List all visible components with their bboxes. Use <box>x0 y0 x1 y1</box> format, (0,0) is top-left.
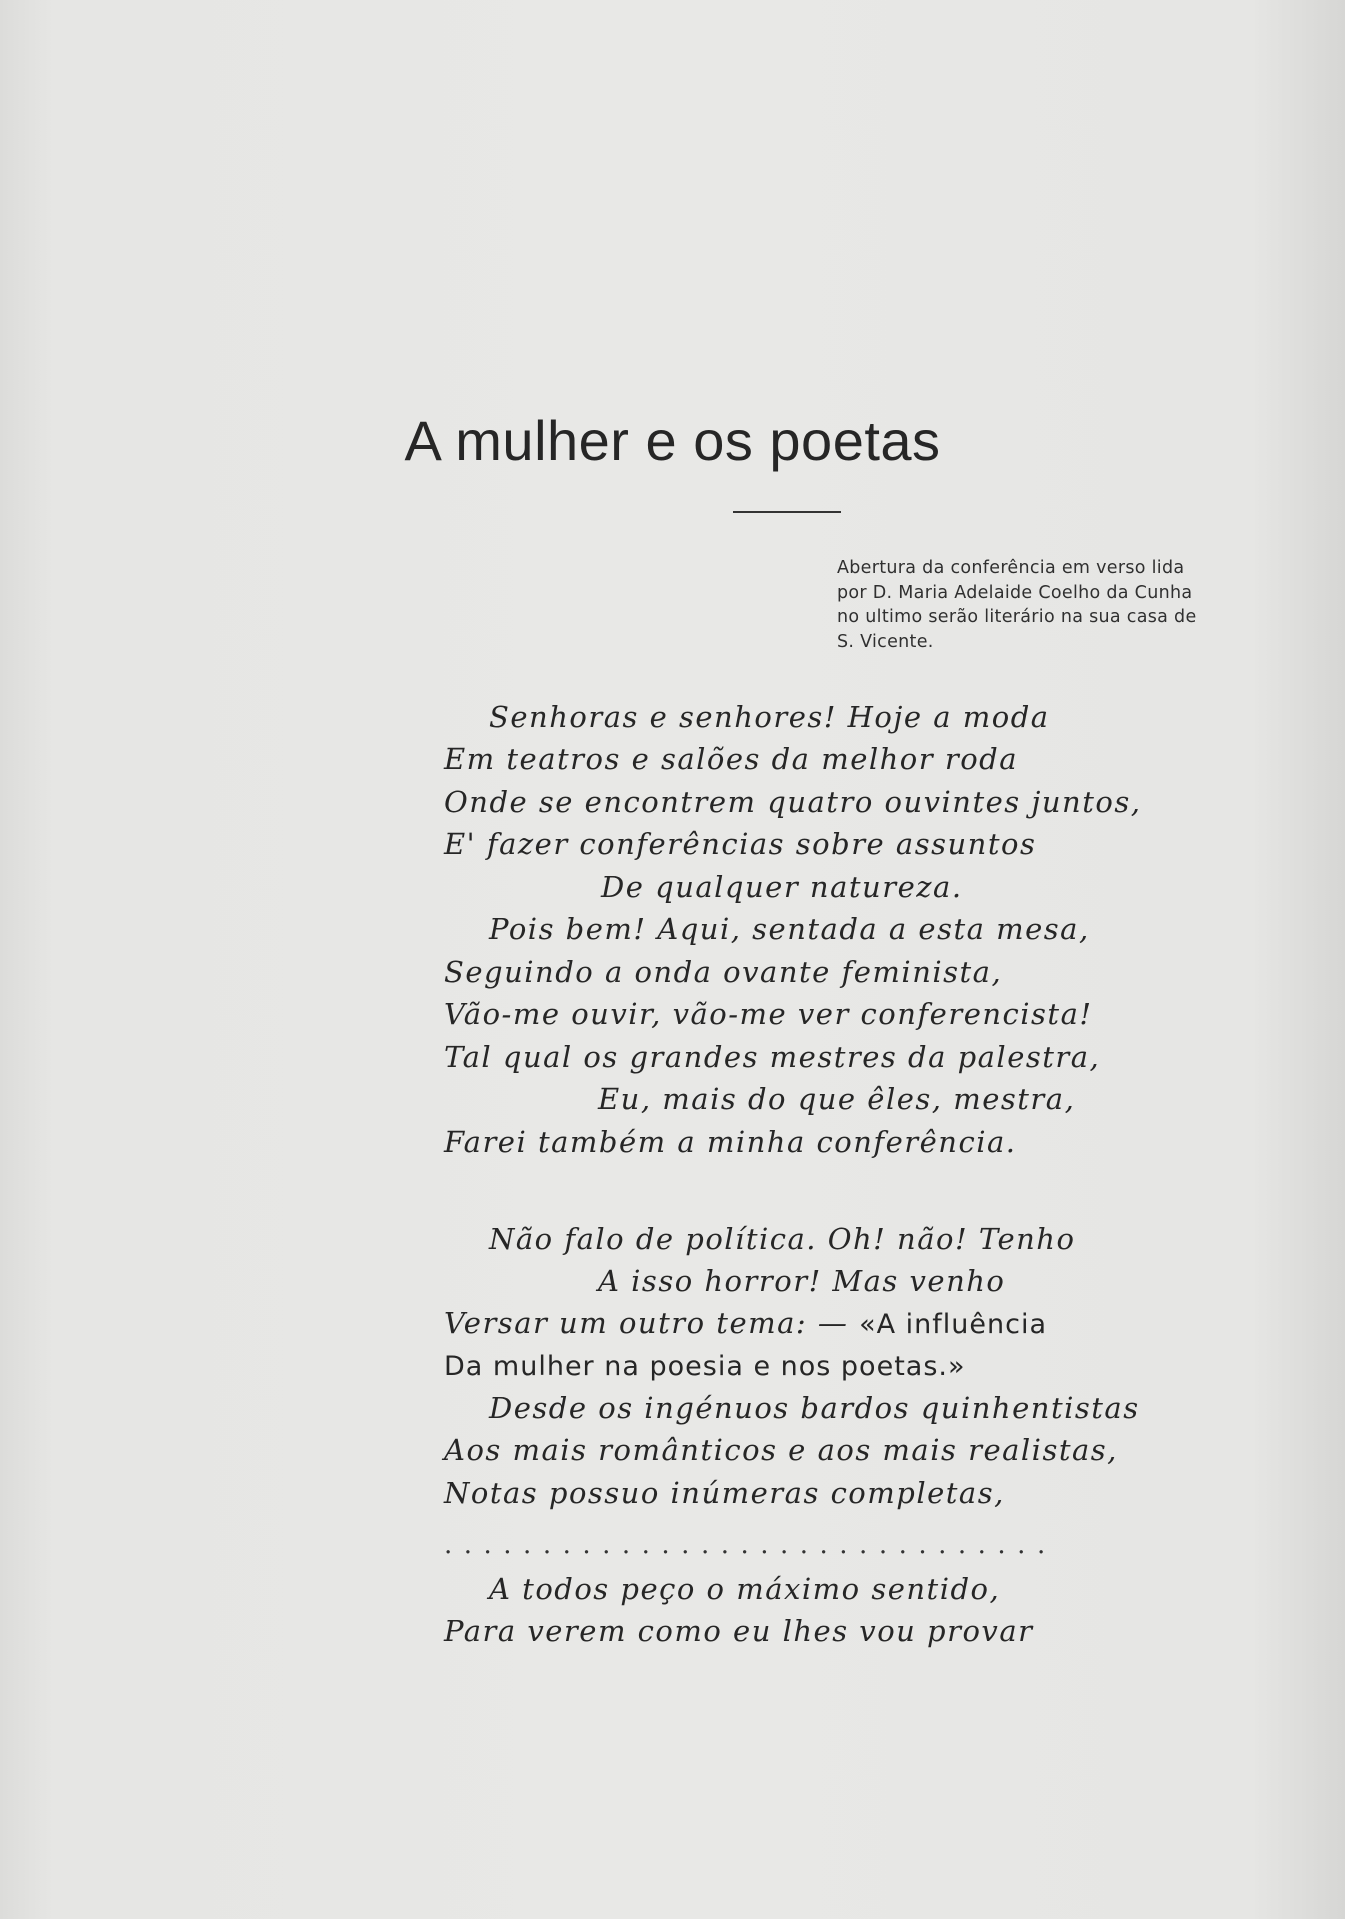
verse-line: Onde se encontrem quatro ouvintes juntos, <box>444 785 1142 819</box>
ellipsis-separator: ............................... <box>444 1530 1057 1560</box>
verse-line: Seguindo a onda ovante feminista, <box>444 955 1003 989</box>
verse-segment-upright: Da mulher na poesia e nos poetas.» <box>444 1351 966 1382</box>
verse-line: Aos mais românticos e aos mais realistas, <box>444 1433 1118 1467</box>
verse-line: Vão-me ouvir, vão-me ver conferencista! <box>444 997 1093 1031</box>
verse-line: Eu, mais do que êles, mestra, <box>598 1082 1076 1116</box>
verse-line: Farei também a minha conferência. <box>444 1125 1017 1159</box>
epigraph-line: no ultimo serão literário na sua casa de <box>837 607 1197 627</box>
verse-line: A todos peço o máximo sentido, <box>489 1572 1001 1606</box>
verse-line: Em teatros e salões da melhor roda <box>444 742 1019 776</box>
verse-line: A isso horror! Mas venho <box>598 1264 1006 1298</box>
verse-line-mixed <box>444 1306 1047 1340</box>
verse-line: De qualquer natureza. <box>601 870 963 904</box>
epigraph <box>837 556 1237 654</box>
verse-line: Senhoras e senhores! Hoje a moda <box>489 700 1050 734</box>
title-rule <box>733 511 841 513</box>
verse-segment-italic: Versar um outro tema: — <box>444 1306 849 1340</box>
verse-line: Notas possuo inúmeras completas, <box>444 1476 1005 1510</box>
verse-line <box>444 1348 966 1382</box>
epigraph-line: S. Vicente. <box>837 631 934 652</box>
epigraph-line: por D. Maria Adelaide Coelho da Cunha <box>837 582 1193 603</box>
verse-line: Pois bem! Aqui, sentada a esta mesa, <box>489 912 1090 946</box>
verse-line: Desde os ingénuos bardos quinhentistas <box>489 1391 1140 1425</box>
verse-line: E' fazer conferências sobre assuntos <box>444 827 1037 861</box>
verse-line: Não falo de política. Oh! não! Tenho <box>489 1222 1076 1256</box>
epigraph-line: Abertura da conferência em verso lida <box>837 558 1185 578</box>
verse-line: Tal qual os grandes mestres da palestra, <box>444 1040 1101 1074</box>
page-title: A mulher e os poetas <box>404 409 941 472</box>
verse-line: Para verem como eu lhes vou provar <box>444 1614 1034 1648</box>
verse-segment-upright: «A influência <box>859 1309 1048 1340</box>
